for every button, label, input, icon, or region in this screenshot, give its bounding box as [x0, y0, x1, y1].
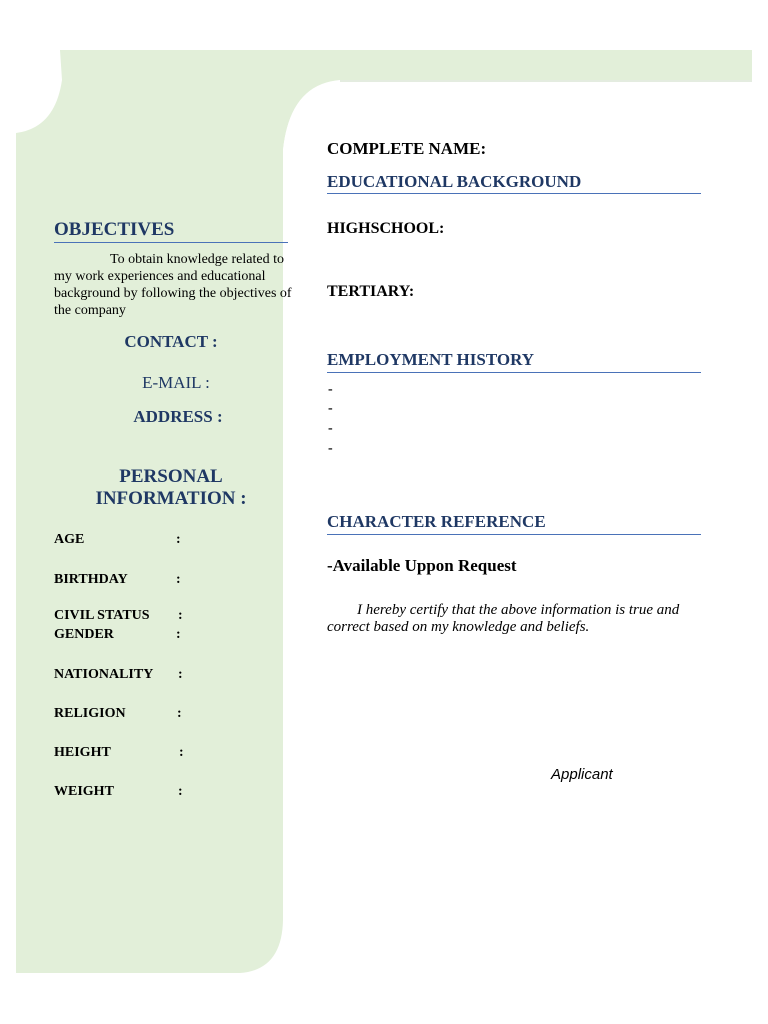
email-label: E-MAIL :	[142, 373, 210, 392]
education-heading: EDUCATIONAL BACKGROUND	[327, 172, 582, 191]
field-label-civil-status: CIVIL STATUS	[54, 608, 150, 623]
certification-statement: I hereby certify that the above information is true and correct based on my knowledge and beliefs.	[327, 602, 680, 635]
highschool-label: HIGHSCHOOL:	[327, 220, 445, 237]
field-label-height: HEIGHT	[54, 745, 111, 760]
personal-info-heading-line2: INFORMATION :	[95, 488, 247, 509]
tertiary-label: TERTIARY:	[327, 283, 415, 300]
field-label-gender: GENDER	[54, 627, 114, 642]
education-divider	[327, 193, 701, 194]
field-colon-religion: :	[177, 706, 182, 721]
character-reference-divider	[327, 534, 701, 535]
employment-heading: EMPLOYMENT HISTORY	[327, 350, 535, 369]
personal-info-heading	[51, 466, 291, 510]
address-label: ADDRESS :	[133, 407, 223, 426]
employment-divider	[327, 372, 701, 373]
personal-info-heading-line1: PERSONAL	[119, 466, 223, 487]
field-colon-age: :	[176, 532, 181, 547]
field-colon-civil-status: :	[178, 608, 183, 623]
field-colon-weight: :	[178, 784, 183, 799]
field-label-age: AGE	[54, 532, 85, 547]
employment-item: -	[328, 382, 333, 397]
field-label-religion: RELIGION	[54, 706, 126, 721]
employment-item: -	[328, 441, 333, 456]
character-reference-text: -Available Uppon Request	[327, 556, 517, 575]
field-colon-gender: :	[176, 627, 181, 642]
field-label-birthday: BIRTHDAY	[54, 572, 128, 587]
field-colon-birthday: :	[176, 572, 181, 587]
complete-name-label: COMPLETE NAME:	[327, 139, 487, 158]
applicant-label: Applicant	[551, 766, 613, 783]
employment-item: -	[328, 421, 333, 436]
objectives-divider	[54, 242, 288, 243]
field-colon-height: :	[179, 745, 184, 760]
contact-label: CONTACT :	[124, 332, 218, 351]
field-label-weight: WEIGHT	[54, 784, 114, 799]
field-colon-nationality: :	[178, 667, 183, 682]
field-label-nationality: NATIONALITY	[54, 667, 154, 682]
character-reference-heading: CHARACTER REFERENCE	[327, 512, 546, 531]
objective-text: To obtain knowledge related to my work experiences and educational background by following the objectives of the company	[54, 252, 292, 318]
objectives-heading: OBJECTIVES	[54, 219, 175, 240]
employment-item: -	[328, 401, 333, 416]
